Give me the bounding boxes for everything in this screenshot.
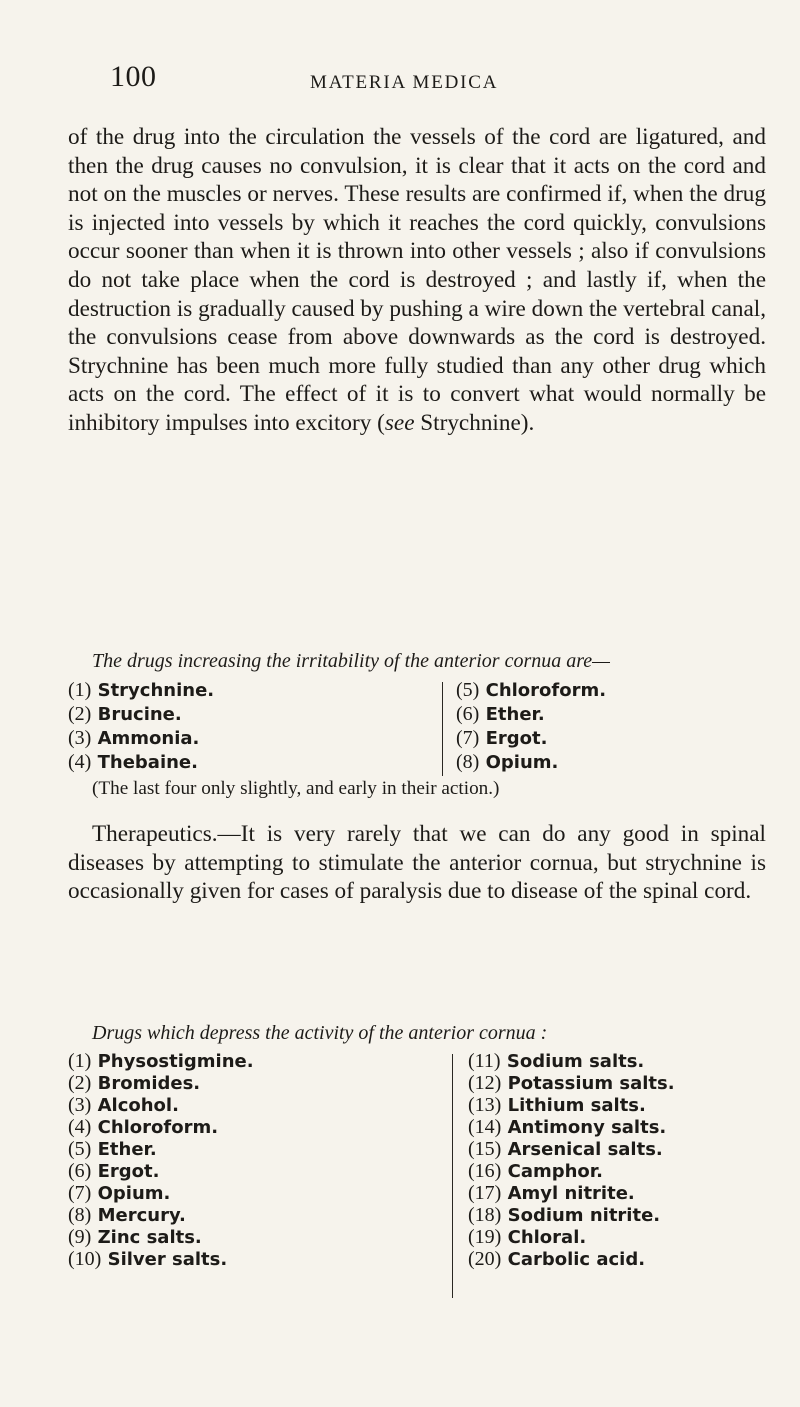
list-depress — [68, 1050, 766, 1300]
list-item — [68, 1116, 254, 1138]
item-number: (13) — [468, 1094, 502, 1116]
item-name: Amyl nitrite. — [507, 1183, 635, 1204]
list-item — [68, 1226, 254, 1248]
item-number: (3) — [68, 1094, 92, 1116]
item-number: (10) — [68, 1248, 102, 1270]
list-item — [68, 1094, 254, 1116]
item-name: Zinc salts. — [97, 1227, 202, 1248]
list-item — [468, 1182, 675, 1204]
page-header — [110, 58, 670, 102]
list-increasing-note: (The last four only slightly, and early in their action.) — [92, 778, 500, 799]
item-number: (4) — [68, 1116, 92, 1138]
list-depress-left-column — [68, 1050, 254, 1270]
list-item — [68, 1204, 254, 1226]
paragraph-text: —It is very rarely that we can do any good in spinal diseases by attempting to stimulate the anterior cornua, but strychnine is occasionally given for cases of paralysis due to disease of the spinal cord. — [68, 821, 766, 905]
item-name: Opium. — [97, 1183, 171, 1204]
list-item — [468, 1072, 675, 1094]
item-name: Chloroform. — [97, 1117, 219, 1138]
item-number: (18) — [468, 1204, 502, 1226]
item-name: Physostigmine. — [97, 1051, 254, 1072]
list-item — [68, 678, 214, 702]
item-name: Silver salts. — [107, 1249, 228, 1270]
item-name: Potassium salts. — [507, 1073, 675, 1094]
list-item — [68, 1248, 254, 1270]
list-item — [456, 702, 606, 726]
page-number: 100 — [110, 60, 157, 93]
list-item — [456, 726, 606, 750]
running-head: MATERIA MEDICA — [310, 72, 499, 93]
item-name: Alcohol. — [97, 1095, 179, 1116]
item-number: (8) — [456, 751, 480, 773]
item-number: (7) — [456, 727, 480, 749]
item-number: (15) — [468, 1138, 502, 1160]
item-number: (7) — [68, 1182, 92, 1204]
item-name: Opium. — [485, 752, 559, 773]
item-name: Ether. — [97, 1139, 157, 1160]
paragraph-text: of the drug into the circulation the vessels of the cord are ligatured, and then the drug causes no convulsion, it is clear that it acts on the cord and not on the muscles or nerves. These results are confirmed if, when the drug is injected into vessels by which it reaches the cord quickly, convulsions occur sooner than when it is thrown into other vessels ; also if convulsions do not take place when the cord is destroyed ; and lastly if, when the destruction is gradually caused by pushing a wire down the vertebral canal, the convulsions cease from above downwards as the cord is destroyed. Strychnine has been much more fully studied than any other drug which acts on the cord. The effect of it is to convert what would normally be inhibitory impulses into excitory — [68, 124, 766, 436]
item-number: (19) — [468, 1226, 502, 1248]
item-name: Ergot. — [485, 728, 548, 749]
list-item — [68, 750, 214, 774]
item-name: Antimony salts. — [507, 1117, 667, 1138]
item-name: Thebaine. — [97, 752, 198, 773]
item-name: Sodium nitrite. — [507, 1205, 661, 1226]
list-depress-intro: Drugs which depress the activity of the anterior cornua : — [92, 1022, 548, 1044]
item-name: Camphor. — [507, 1161, 603, 1182]
see-target: Strychnine — [420, 409, 521, 436]
list-item — [68, 1050, 254, 1072]
list-item — [68, 1138, 254, 1160]
section-lead: Therapeutics. — [92, 821, 218, 847]
paragraph-strychnine-cord: of the drug into the circulation the vessels of the cord are ligatured, and then the drug causes no convulsion, it is clear that it acts on the cord and not on the muscles or nerves. These results are confirmed if, when the drug is injected into vessels by which it reaches the cord quickly, convulsions occur sooner than when it is thrown into other vessels ; also if convulsions do not take place when the cord is destroyed ; and lastly if, when the destruction is gradually caused by pushing a wire down the vertebral canal, the convulsions cease from above downwards as the cord is destroyed. Strychnine has been much more fully studied than any other drug which acts on the cord. The effect of it is to convert what would normally be inhibitory impulses into excitory (see Strychnine). — [68, 124, 766, 436]
list-item — [68, 1160, 254, 1182]
item-name: Ergot. — [97, 1161, 160, 1182]
item-name: Arsenical salts. — [507, 1139, 663, 1160]
list-item — [468, 1050, 675, 1072]
list-item — [468, 1138, 675, 1160]
item-name: Chloroform. — [485, 680, 607, 701]
list-depress-right-column — [468, 1050, 675, 1270]
list-item — [468, 1248, 675, 1270]
item-number: (1) — [68, 1050, 92, 1072]
item-name: Sodium salts. — [506, 1051, 645, 1072]
list-increasing-intro: The drugs increasing the irritability of the anterior cornua are— — [92, 650, 610, 672]
list-item — [68, 1182, 254, 1204]
item-number: (2) — [68, 703, 92, 725]
list-increasing-right-column — [456, 678, 606, 774]
item-number: (12) — [468, 1072, 502, 1094]
list-item — [468, 1226, 675, 1248]
list-item — [468, 1160, 675, 1182]
column-divider — [452, 1054, 453, 1298]
item-name: Brucine. — [97, 704, 182, 725]
item-name: Ammonia. — [97, 728, 200, 749]
item-number: (6) — [68, 1160, 92, 1182]
item-number: (11) — [468, 1050, 501, 1072]
item-name: Strychnine. — [97, 680, 215, 701]
item-number: (4) — [68, 751, 92, 773]
item-name: Bromides. — [97, 1073, 201, 1094]
item-name: Carbolic acid. — [507, 1249, 646, 1270]
list-item — [468, 1204, 675, 1226]
list-increasing-left-column — [68, 678, 214, 774]
item-name: Mercury. — [97, 1205, 186, 1226]
list-item — [68, 1072, 254, 1094]
paragraph-therapeutics — [68, 820, 766, 906]
item-number: (1) — [68, 679, 92, 701]
item-number: (5) — [68, 1138, 92, 1160]
item-number: (8) — [68, 1204, 92, 1226]
list-increasing — [68, 678, 766, 778]
item-number: (14) — [468, 1116, 502, 1138]
column-divider — [442, 682, 443, 776]
list-item — [468, 1094, 675, 1116]
item-name: Chloral. — [507, 1227, 587, 1248]
list-item — [456, 678, 606, 702]
item-number: (2) — [68, 1072, 92, 1094]
item-number: (9) — [68, 1226, 92, 1248]
see-reference: see — [384, 409, 415, 436]
item-number: (17) — [468, 1182, 502, 1204]
item-name: Ether. — [485, 704, 545, 725]
item-number: (20) — [468, 1248, 502, 1270]
item-number: (5) — [456, 679, 480, 701]
item-number: (16) — [468, 1160, 502, 1182]
list-item — [68, 726, 214, 750]
item-number: (6) — [456, 703, 480, 725]
item-number: (3) — [68, 727, 92, 749]
list-item — [468, 1116, 675, 1138]
list-item — [68, 702, 214, 726]
item-name: Lithium salts. — [507, 1095, 646, 1116]
list-item — [456, 750, 606, 774]
